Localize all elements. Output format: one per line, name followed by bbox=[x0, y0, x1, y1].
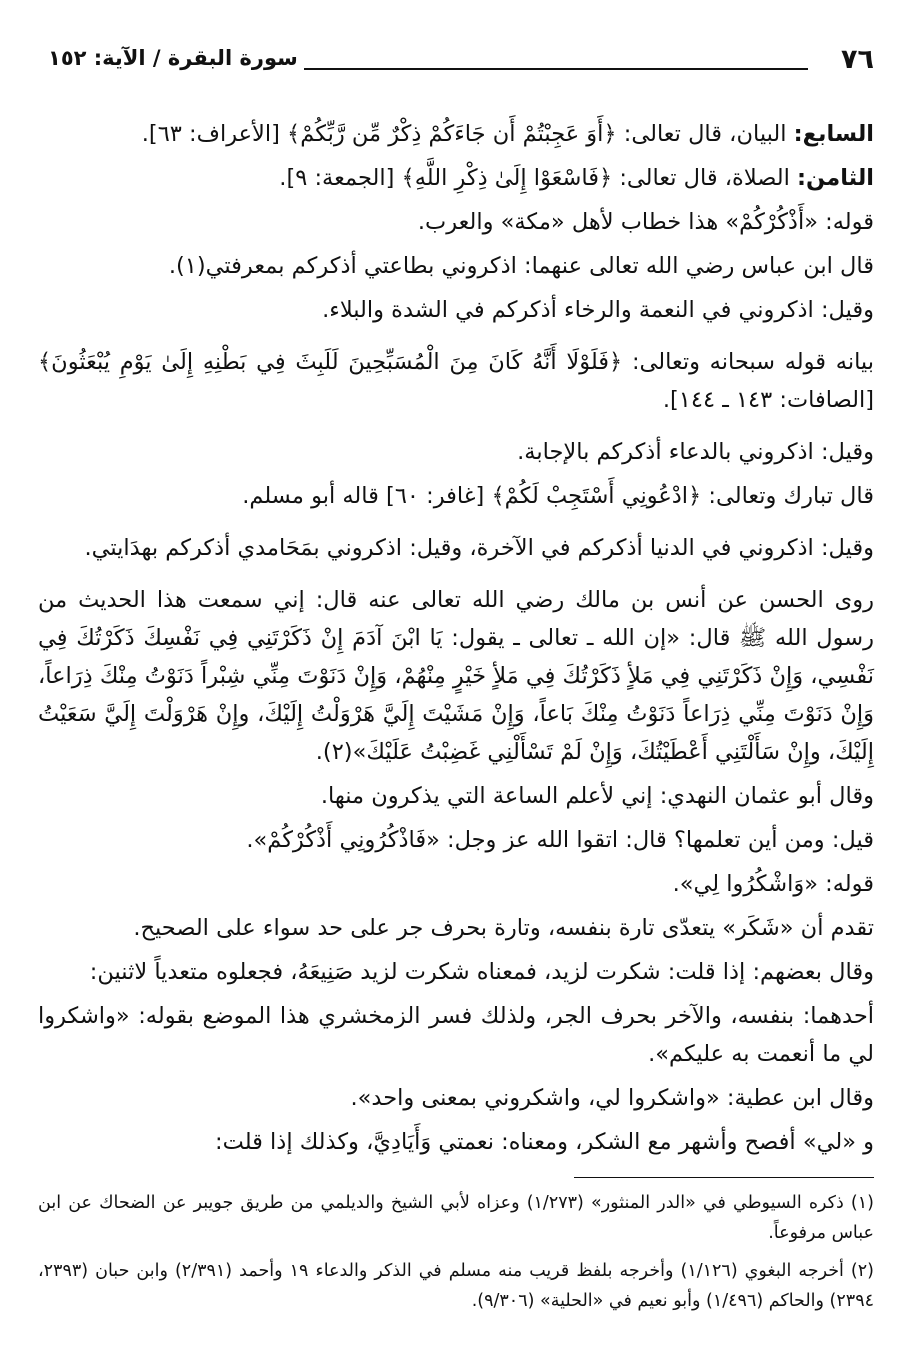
paragraph: وقيل: اذكروني بالدعاء أذكركم بالإجابة. bbox=[517, 439, 874, 465]
paragraph: تقدم أن «شَكَر» يتعدّى تارة بنفسه، وتارة بحرف جر على حد سواء على الصحيح. bbox=[133, 915, 874, 941]
paragraph-seventh bbox=[38, 115, 874, 153]
paragraph: وقال أبو عثمان النهدي: إني لأعلم الساعة التي يذكرون منها. bbox=[320, 783, 874, 809]
paragraph-label: الثامن: bbox=[797, 165, 874, 191]
page-number: ٧٦ bbox=[841, 44, 874, 75]
footnotes bbox=[38, 1188, 874, 1324]
footnote-rule bbox=[574, 1177, 874, 1178]
paragraph: قوله: «وَاشْكُرُوا لِي». bbox=[672, 871, 874, 897]
header-rule bbox=[304, 68, 808, 70]
paragraph: قيل: ومن أين تعلمها؟ قال: اتقوا الله عز وجل: «فَاذْكُرُونِي أَذْكُرْكُمْ». bbox=[246, 827, 874, 853]
paragraph-text: الصلاة، قال تعالى: ﴿فَاسْعَوْا إِلَىٰ ذِكْرِ اللَّهِ﴾ [الجمعة: ٩]. bbox=[279, 165, 790, 191]
paragraph: أحدهما: بنفسه، والآخر بحرف الجر، ولذلك فسر الزمخشري هذا الموضع بقوله: «واشكروا لي ما أنعمت به عليكم». bbox=[38, 1003, 874, 1067]
paragraph: وقال ابن عطية: «واشكروا لي، واشكروني بمعنى واحد». bbox=[350, 1085, 874, 1111]
paragraph-eighth bbox=[38, 159, 874, 197]
paragraph-hadith: روى الحسن عن أنس بن مالك رضي الله تعالى عنه قال: إني سمعت هذا الحديث من رسول الله ﷺ قال: «إن الله ـ تعالى ـ يقول: يَا ابْنَ آدَمَ إِنْ ذَكَرْتَنِي فِي نَفْسِكَ ذَكَرْتُكَ فِي نَفْسِي، وَإِنْ ذَكَرْتَنِي فِي مَلأٍ ذَكَرْتُكَ فِي مَلأٍ خَيْرٍ مِنْهُمْ، وَإِنْ دَنَوْتَ مِنِّي شِبْراً دَنَوْتُ مِنْكَ ذِرَاعاً، وَإِنْ دَنَوْتَ مِنِّي ذِرَاعاً دَنَوْتُ مِنْكَ بَاعاً، وَإِنْ مَشَيْتَ إِلَيَّ هَرْوَلْتُ إِلَيْكَ، وإِنْ هَرْوَلْتَ إِلَيَّ سَعَيْتُ إِلَيْكَ، وإِنْ سَأَلْتَنِي أَعْطَيْتُكَ، وَإِنْ لَمْ تَسْأَلْنِي غَضِبْتُ عَلَيْكَ»(٢). bbox=[38, 587, 874, 765]
paragraph: وقيل: اذكروني في الدنيا أذكركم في الآخرة، وقيل: اذكروني بمَحَامدي أذكركم بهدَايتي. bbox=[84, 535, 874, 561]
surah-reference: سورة البقرة / الآية: ١٥٢ bbox=[48, 46, 298, 70]
paragraph: وقال بعضهم: إذا قلت: شكرت لزيد، فمعناه شكرت لزيد صَنِيعَهُ، فجعلوه متعدياً لاثنين: bbox=[89, 959, 874, 985]
paragraph: وقيل: اذكروني في النعمة والرخاء أذكركم في الشدة والبلاء. bbox=[322, 297, 874, 323]
paragraph-label: السابع: bbox=[793, 121, 874, 147]
paragraph: و «لي» أفصح وأشهر مع الشكر، ومعناه: نعمتي وَأَيَادِيَّ، وكذلك إذا قلت: bbox=[215, 1129, 874, 1155]
footnote-2: (٢) أخرجه البغوي (١/١٢٦) وأخرجه بلفظ قريب منه مسلم في الذكر والدعاء ١٩ وأحمد (٢/٣٩١) وابن حبان (٢٣٩٣، ٢٣٩٤) والحاكم (١/٤٩٦) وأبو نعيم في «الحلية» (٩/٣٠٦). bbox=[38, 1261, 874, 1311]
paragraph: قال ابن عباس رضي الله تعالى عنهما: اذكروني بطاعتي أذكركم بمعرفتي(١). bbox=[168, 253, 874, 279]
paragraph: قال تبارك وتعالى: ﴿ادْعُونِي أَسْتَجِبْ لَكُمْ﴾ [غافر: ٦٠] قاله أبو مسلم. bbox=[242, 483, 874, 509]
main-text bbox=[38, 115, 874, 1167]
page-header bbox=[48, 44, 874, 84]
paragraph: قوله: «أَذْكُرْكُمْ» هذا خطاب لأهل «مكة» والعرب. bbox=[417, 209, 874, 235]
footnote-1: (١) ذكره السيوطي في «الدر المنثور» (١/٢٧٣) وعزاه لأبي الشيخ والديلمي من طريق جويبر عن الضحاك عن ابن عباس مرفوعاً. bbox=[38, 1193, 874, 1243]
paragraph-text: البيان، قال تعالى: ﴿أَوَ عَجِبْتُمْ أَن جَاءَكُمْ ذِكْرٌ مِّن رَّبِّكُمْ﴾ [الأعراف: ٦٣]. bbox=[141, 121, 787, 147]
paragraph: بيانه قوله سبحانه وتعالى: ﴿فَلَوْلَا أَنَّهُ كَانَ مِنَ الْمُسَبِّحِينَ لَلَبِثَ فِي بَطْنِهِ إِلَىٰ يَوْمِ يُبْعَثُونَ﴾ [الصافات: ١٤٣ ـ ١٤٤]. bbox=[38, 349, 874, 413]
